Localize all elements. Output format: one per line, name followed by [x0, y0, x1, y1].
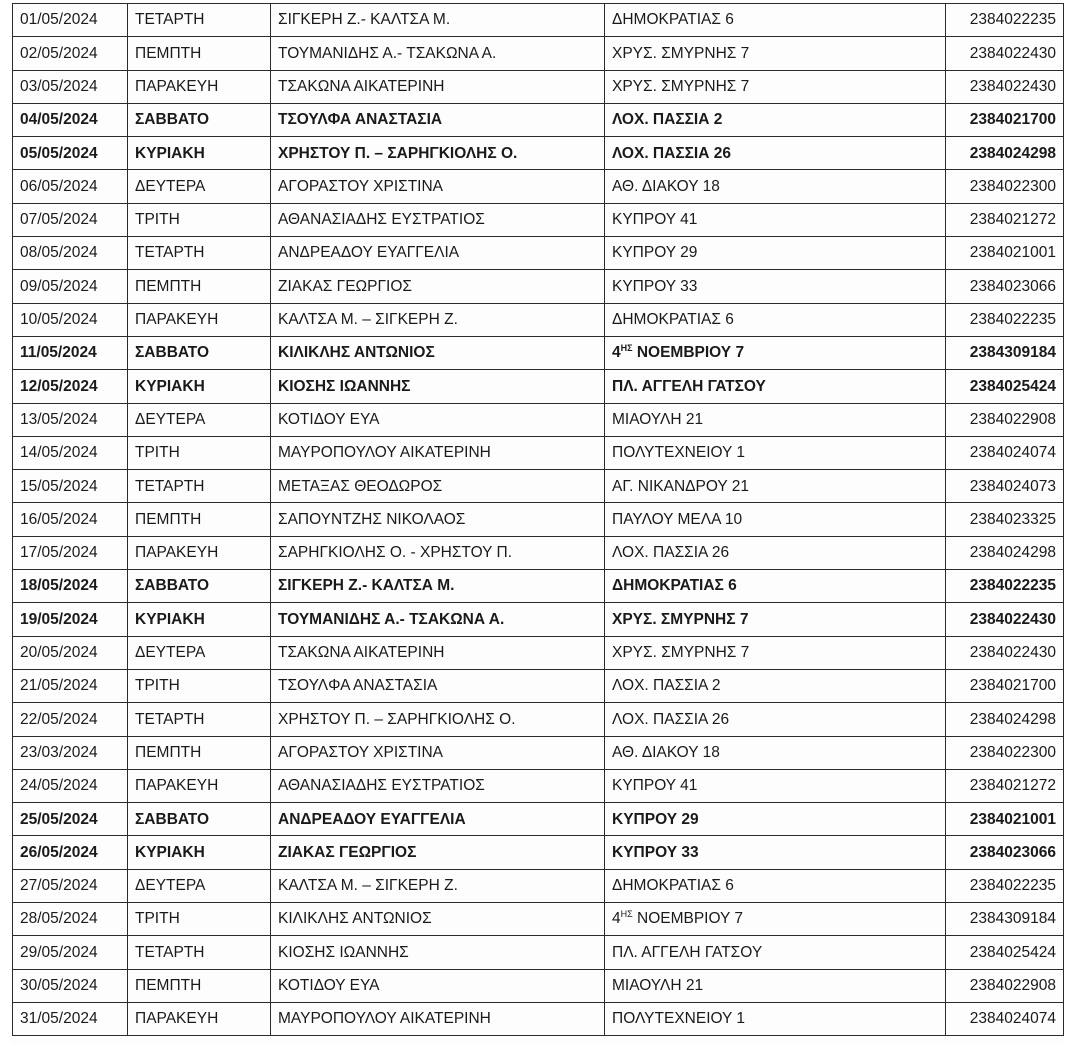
table-row	[13, 903, 1064, 936]
pharmacy-name-cell: ΤΣΑΚΩΝΑ ΑΙΚΑΤΕΡΙΝΗ	[271, 70, 605, 103]
address-cell: ΛΟΧ. ΠΑΣΣΙΑ 26	[605, 536, 946, 569]
table-row	[13, 669, 1064, 702]
address-cell: ΛΟΧ. ΠΑΣΣΙΑ 26	[605, 137, 946, 170]
weekday-cell: ΤΕΤΑΡΤΗ	[128, 936, 271, 969]
date-cell: 27/05/2024	[13, 869, 128, 902]
date-cell: 24/05/2024	[13, 769, 128, 802]
pharmacy-name-cell: ΑΓΟΡΑΣΤΟΥ ΧΡΙΣΤΙΝΑ	[271, 170, 605, 203]
weekday-cell: ΠΕΜΠΤΗ	[128, 503, 271, 536]
table-row	[13, 270, 1064, 303]
table-row	[13, 137, 1064, 170]
address-cell: ΑΘ. ΔΙΑΚΟΥ 18	[605, 170, 946, 203]
address-cell: ΚΥΠΡΟΥ 33	[605, 836, 946, 869]
address-cell: ΧΡΥΣ. ΣΜΥΡΝΗΣ 7	[605, 636, 946, 669]
address-cell: ΧΡΥΣ. ΣΜΥΡΝΗΣ 7	[605, 70, 946, 103]
phone-cell: 2384022908	[946, 403, 1064, 436]
date-cell: 17/05/2024	[13, 536, 128, 569]
phone-cell: 2384021700	[946, 103, 1064, 136]
pharmacy-name-cell: ΚΟΤΙΔΟΥ ΕΥΑ	[271, 969, 605, 1002]
table-row	[13, 170, 1064, 203]
phone-cell: 2384021700	[946, 669, 1064, 702]
date-cell: 15/05/2024	[13, 470, 128, 503]
date-cell: 10/05/2024	[13, 303, 128, 336]
phone-cell: 2384024298	[946, 703, 1064, 736]
pharmacy-name-cell: ΤΣΟΥΛΦΑ ΑΝΑΣΤΑΣΙΑ	[271, 103, 605, 136]
weekday-cell: ΣΑΒΒΑΤΟ	[128, 570, 271, 603]
pharmacy-name-cell: ΜΕΤΑΞΑΣ ΘΕΟΔΩΡΟΣ	[271, 470, 605, 503]
pharmacy-name-cell: ΚΙΛΙΚΛΗΣ ΑΝΤΩΝΙΟΣ	[271, 336, 605, 369]
phone-cell: 2384022235	[946, 570, 1064, 603]
weekday-cell: ΔΕΥΤΕΡΑ	[128, 170, 271, 203]
address-cell: ΠΛ. ΑΓΓΕΛΗ ΓΑΤΣΟΥ	[605, 370, 946, 403]
weekday-cell: ΠΕΜΠΤΗ	[128, 270, 271, 303]
table-row	[13, 303, 1064, 336]
pharmacy-name-cell: ΚΑΛΤΣΑ Μ. – ΣΙΓΚΕΡΗ Ζ.	[271, 303, 605, 336]
address-cell: ΚΥΠΡΟΥ 41	[605, 769, 946, 802]
phone-cell: 2384022235	[946, 303, 1064, 336]
date-cell: 06/05/2024	[13, 170, 128, 203]
phone-cell: 2384021001	[946, 237, 1064, 270]
address-number: 4	[612, 910, 621, 928]
phone-cell: 2384022300	[946, 170, 1064, 203]
date-cell: 07/05/2024	[13, 203, 128, 236]
pharmacy-name-cell: ΑΓΟΡΑΣΤΟΥ ΧΡΙΣΤΙΝΑ	[271, 736, 605, 769]
date-cell: 22/05/2024	[13, 703, 128, 736]
phone-cell: 2384022430	[946, 37, 1064, 70]
weekday-cell: ΠΑΡΑΚΕΥΗ	[128, 769, 271, 802]
date-cell: 11/05/2024	[13, 336, 128, 369]
address-street: ΝΟΕΜΒΡΙΟΥ 7	[632, 344, 745, 362]
table-row	[13, 769, 1064, 802]
address-cell: ΔΗΜΟΚΡΑΤΙΑΣ 6	[605, 303, 946, 336]
table-row	[13, 70, 1064, 103]
phone-cell: 2384022300	[946, 736, 1064, 769]
address-cell: ΛΟΧ. ΠΑΣΣΙΑ 2	[605, 669, 946, 702]
phone-cell: 2384021272	[946, 769, 1064, 802]
table-row	[13, 1002, 1064, 1035]
table-row	[13, 436, 1064, 469]
table-row	[13, 536, 1064, 569]
weekday-cell: ΠΕΜΠΤΗ	[128, 37, 271, 70]
table-row	[13, 570, 1064, 603]
date-cell: 18/05/2024	[13, 570, 128, 603]
address-cell: ΠΑΥΛΟΥ ΜΕΛΑ 10	[605, 503, 946, 536]
weekday-cell: ΤΡΙΤΗ	[128, 903, 271, 936]
table-row	[13, 736, 1064, 769]
phone-cell: 2384024298	[946, 536, 1064, 569]
date-cell: 20/05/2024	[13, 636, 128, 669]
address-cell: ΜΙΑΟΥΛΗ 21	[605, 969, 946, 1002]
date-cell: 30/05/2024	[13, 969, 128, 1002]
phone-cell: 2384023066	[946, 270, 1064, 303]
pharmacy-name-cell: ΚΟΤΙΔΟΥ ΕΥΑ	[271, 403, 605, 436]
weekday-cell: ΤΕΤΑΡΤΗ	[128, 237, 271, 270]
weekday-cell: ΤΕΤΑΡΤΗ	[128, 4, 271, 37]
phone-cell: 2384022430	[946, 636, 1064, 669]
address-ordinal-suffix: ΗΣ	[620, 343, 633, 354]
weekday-cell: ΚΥΡΙΑΚΗ	[128, 137, 271, 170]
date-cell: 12/05/2024	[13, 370, 128, 403]
pharmacy-name-cell: ΤΣΑΚΩΝΑ ΑΙΚΑΤΕΡΙΝΗ	[271, 636, 605, 669]
phone-cell: 2384022430	[946, 70, 1064, 103]
address-street: ΝΟΕΜΒΡΙΟΥ 7	[632, 910, 744, 928]
address-number: 4	[612, 344, 621, 362]
weekday-cell: ΚΥΡΙΑΚΗ	[128, 836, 271, 869]
weekday-cell: ΠΑΡΑΚΕΥΗ	[128, 536, 271, 569]
weekday-cell: ΤΕΤΑΡΤΗ	[128, 703, 271, 736]
table-row	[13, 103, 1064, 136]
pharmacy-name-cell: ΤΟΥΜΑΝΙΔΗΣ Α.- ΤΣΑΚΩΝΑ Α.	[271, 603, 605, 636]
address-cell: ΚΥΠΡΟΥ 33	[605, 270, 946, 303]
pharmacy-name-cell: ΜΑΥΡΟΠΟΥΛΟΥ ΑΙΚΑΤΕΡΙΝΗ	[271, 1002, 605, 1035]
weekday-cell: ΔΕΥΤΕΡΑ	[128, 869, 271, 902]
table-row	[13, 936, 1064, 969]
address-ordinal-suffix: ΗΣ	[620, 909, 633, 920]
table-row	[13, 636, 1064, 669]
address-cell: ΔΗΜΟΚΡΑΤΙΑΣ 6	[605, 570, 946, 603]
phone-cell: 2384022235	[946, 4, 1064, 37]
phone-cell: 2384024298	[946, 137, 1064, 170]
pharmacy-name-cell: ΣΑΡΗΓΚΙΟΛΗΣ Ο. - ΧΡΗΣΤΟΥ Π.	[271, 536, 605, 569]
date-cell: 23/03/2024	[13, 736, 128, 769]
date-cell: 25/05/2024	[13, 803, 128, 836]
weekday-cell: ΣΑΒΒΑΤΟ	[128, 103, 271, 136]
pharmacy-name-cell: ΧΡΗΣΤΟΥ Π. – ΣΑΡΗΓΚΙΟΛΗΣ Ο.	[271, 137, 605, 170]
phone-cell: 2384023066	[946, 836, 1064, 869]
date-cell: 14/05/2024	[13, 436, 128, 469]
table-row	[13, 803, 1064, 836]
weekday-cell: ΣΑΒΒΑΤΟ	[128, 803, 271, 836]
date-cell: 05/05/2024	[13, 137, 128, 170]
weekday-cell: ΠΑΡΑΚΕΥΗ	[128, 70, 271, 103]
table-row	[13, 4, 1064, 37]
table-row	[13, 403, 1064, 436]
address-cell: ΠΛ. ΑΓΓΕΛΗ ΓΑΤΣΟΥ	[605, 936, 946, 969]
address-cell: ΑΘ. ΔΙΑΚΟΥ 18	[605, 736, 946, 769]
pharmacy-name-cell: ΖΙΑΚΑΣ ΓΕΩΡΓΙΟΣ	[271, 836, 605, 869]
date-cell: 31/05/2024	[13, 1002, 128, 1035]
date-cell: 19/05/2024	[13, 603, 128, 636]
date-cell: 29/05/2024	[13, 936, 128, 969]
table-row	[13, 969, 1064, 1002]
phone-cell: 2384022908	[946, 969, 1064, 1002]
address-cell: ΠΟΛΥΤΕΧΝΕΙΟΥ 1	[605, 1002, 946, 1035]
address-cell: ΚΥΠΡΟΥ 29	[605, 237, 946, 270]
table-row	[13, 869, 1064, 902]
address-cell: ΧΡΥΣ. ΣΜΥΡΝΗΣ 7	[605, 37, 946, 70]
address-cell: ΛΟΧ. ΠΑΣΣΙΑ 26	[605, 703, 946, 736]
weekday-cell: ΚΥΡΙΑΚΗ	[128, 370, 271, 403]
phone-cell: 2384021272	[946, 203, 1064, 236]
weekday-cell: ΠΑΡΑΚΕΥΗ	[128, 303, 271, 336]
weekday-cell: ΤΡΙΤΗ	[128, 203, 271, 236]
table-row	[13, 370, 1064, 403]
pharmacy-name-cell: ΜΑΥΡΟΠΟΥΛΟΥ ΑΙΚΑΤΕΡΙΝΗ	[271, 436, 605, 469]
address-cell: ΛΟΧ. ΠΑΣΣΙΑ 2	[605, 103, 946, 136]
table-row	[13, 836, 1064, 869]
pharmacy-name-cell: ΚΑΛΤΣΑ Μ. – ΣΙΓΚΕΡΗ Ζ.	[271, 869, 605, 902]
table-row	[13, 703, 1064, 736]
address-cell: ΜΙΑΟΥΛΗ 21	[605, 403, 946, 436]
phone-cell: 2384024073	[946, 470, 1064, 503]
scanned-document	[12, 3, 1064, 1044]
pharmacy-name-cell: ΣΑΠΟΥΝΤΖΗΣ ΝΙΚΟΛΑΟΣ	[271, 503, 605, 536]
date-cell: 04/05/2024	[13, 103, 128, 136]
table-row	[13, 237, 1064, 270]
weekday-cell: ΔΕΥΤΕΡΑ	[128, 403, 271, 436]
pharmacy-name-cell: ΤΣΟΥΛΦΑ ΑΝΑΣΤΑΣΙΑ	[271, 669, 605, 702]
table-row	[13, 37, 1064, 70]
address-cell: ΔΗΜΟΚΡΑΤΙΑΣ 6	[605, 869, 946, 902]
weekday-cell: ΤΕΤΑΡΤΗ	[128, 470, 271, 503]
address-cell	[605, 336, 946, 369]
phone-cell: 2384022235	[946, 869, 1064, 902]
pharmacy-name-cell: ΖΙΑΚΑΣ ΓΕΩΡΓΙΟΣ	[271, 270, 605, 303]
pharmacy-name-cell: ΚΙΟΣΗΣ ΙΩΑΝΝΗΣ	[271, 370, 605, 403]
date-cell: 02/05/2024	[13, 37, 128, 70]
date-cell: 08/05/2024	[13, 237, 128, 270]
pharmacy-name-cell: ΑΝΔΡΕΑΔΟΥ ΕΥΑΓΓΕΛΙΑ	[271, 803, 605, 836]
schedule-body	[13, 4, 1064, 1036]
date-cell: 26/05/2024	[13, 836, 128, 869]
phone-cell: 2384023325	[946, 503, 1064, 536]
pharmacy-name-cell: ΚΙΟΣΗΣ ΙΩΑΝΝΗΣ	[271, 936, 605, 969]
pharmacy-name-cell: ΧΡΗΣΤΟΥ Π. – ΣΑΡΗΓΚΙΟΛΗΣ Ο.	[271, 703, 605, 736]
table-row	[13, 336, 1064, 369]
address-cell: ΧΡΥΣ. ΣΜΥΡΝΗΣ 7	[605, 603, 946, 636]
pharmacy-name-cell: ΚΙΛΙΚΛΗΣ ΑΝΤΩΝΙΟΣ	[271, 903, 605, 936]
weekday-cell: ΣΑΒΒΑΤΟ	[128, 336, 271, 369]
weekday-cell: ΠΕΜΠΤΗ	[128, 969, 271, 1002]
pharmacy-name-cell: ΣΙΓΚΕΡΗ Ζ.- ΚΑΛΤΣΑ Μ.	[271, 570, 605, 603]
table-row	[13, 603, 1064, 636]
phone-cell: 2384025424	[946, 936, 1064, 969]
pharmacy-name-cell: ΑΘΑΝΑΣΙΑΔΗΣ ΕΥΣΤΡΑΤΙΟΣ	[271, 769, 605, 802]
weekday-cell: ΠΕΜΠΤΗ	[128, 736, 271, 769]
table-row	[13, 203, 1064, 236]
pharmacy-name-cell: ΑΝΔΡΕΑΔΟΥ ΕΥΑΓΓΕΛΙΑ	[271, 237, 605, 270]
address-cell: ΚΥΠΡΟΥ 29	[605, 803, 946, 836]
phone-cell: 2384024074	[946, 1002, 1064, 1035]
weekday-cell: ΚΥΡΙΑΚΗ	[128, 603, 271, 636]
pharmacy-name-cell: ΤΟΥΜΑΝΙΔΗΣ Α.- ΤΣΑΚΩΝΑ Α.	[271, 37, 605, 70]
address-cell: ΑΓ. ΝΙΚΑΝΔΡΟΥ 21	[605, 470, 946, 503]
date-cell: 16/05/2024	[13, 503, 128, 536]
table-row	[13, 470, 1064, 503]
date-cell: 09/05/2024	[13, 270, 128, 303]
address-cell: ΚΥΠΡΟΥ 41	[605, 203, 946, 236]
weekday-cell: ΔΕΥΤΕΡΑ	[128, 636, 271, 669]
date-cell: 01/05/2024	[13, 4, 128, 37]
pharmacy-name-cell: ΑΘΑΝΑΣΙΑΔΗΣ ΕΥΣΤΡΑΤΙΟΣ	[271, 203, 605, 236]
phone-cell: 2384022430	[946, 603, 1064, 636]
table-row	[13, 503, 1064, 536]
phone-cell: 2384309184	[946, 903, 1064, 936]
date-cell: 28/05/2024	[13, 903, 128, 936]
date-cell: 03/05/2024	[13, 70, 128, 103]
phone-cell: 2384025424	[946, 370, 1064, 403]
phone-cell: 2384309184	[946, 336, 1064, 369]
phone-cell: 2384021001	[946, 803, 1064, 836]
address-cell: ΠΟΛΥΤΕΧΝΕΙΟΥ 1	[605, 436, 946, 469]
weekday-cell: ΤΡΙΤΗ	[128, 436, 271, 469]
phone-cell: 2384024074	[946, 436, 1064, 469]
date-cell: 13/05/2024	[13, 403, 128, 436]
weekday-cell: ΤΡΙΤΗ	[128, 669, 271, 702]
address-cell: ΔΗΜΟΚΡΑΤΙΑΣ 6	[605, 4, 946, 37]
weekday-cell: ΠΑΡΑΚΕΥΗ	[128, 1002, 271, 1035]
pharmacy-name-cell: ΣΙΓΚΕΡΗ Ζ.- ΚΑΛΤΣΑ Μ.	[271, 4, 605, 37]
pharmacy-duty-schedule-table	[12, 3, 1064, 1036]
address-cell	[605, 903, 946, 936]
date-cell: 21/05/2024	[13, 669, 128, 702]
